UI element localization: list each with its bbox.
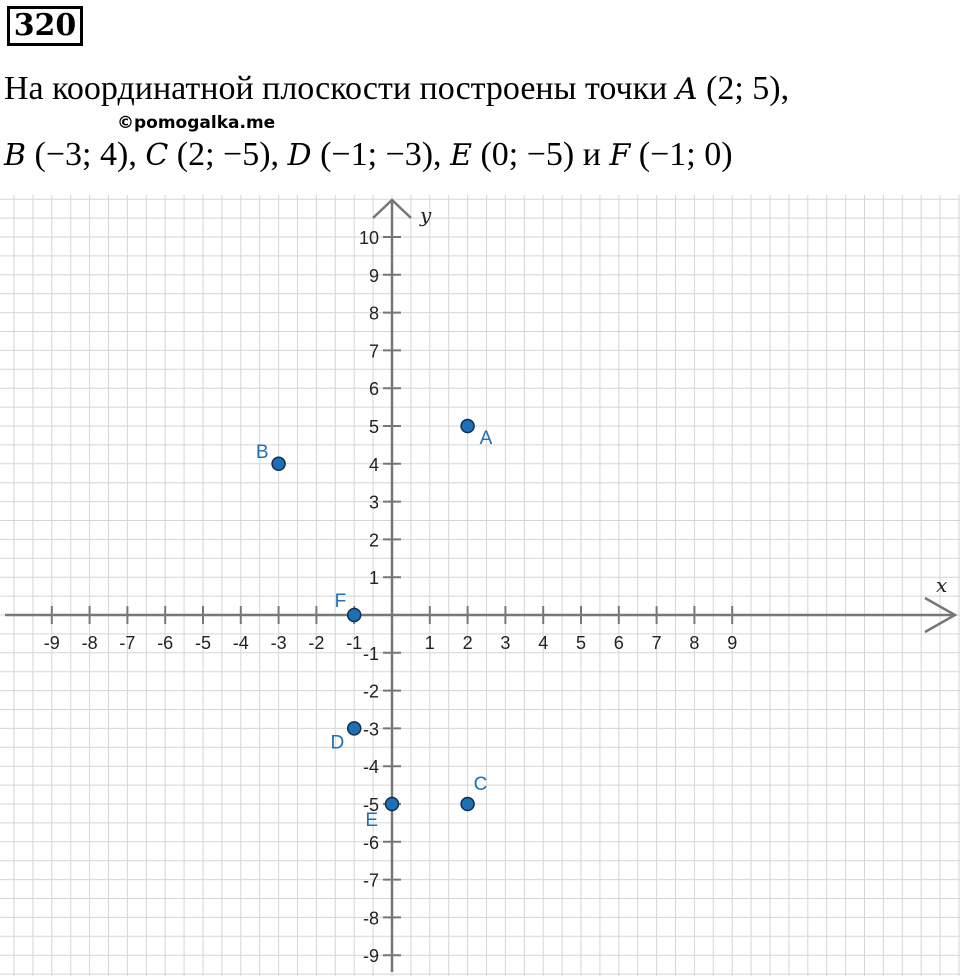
y-tick-label: 10 (358, 228, 379, 248)
y-tick-label: -2 (362, 681, 379, 702)
point-coords-c: (2; −5), (168, 136, 288, 173)
point-label-a: A (479, 428, 493, 449)
x-tick-label: -6 (157, 633, 174, 653)
x-axis-label: x (936, 573, 948, 597)
point-e (386, 798, 399, 811)
x-tick-label: 3 (500, 633, 511, 653)
point-label-c: C (473, 774, 488, 795)
axes (5, 200, 955, 972)
point-name-f: F (609, 138, 631, 173)
y-tick-label: 9 (368, 265, 379, 286)
point-name-b: B (4, 138, 27, 173)
y-tick-label: -6 (362, 832, 379, 853)
x-tick-label: 5 (575, 633, 587, 653)
point-d (348, 722, 361, 735)
y-tick-label: 5 (368, 417, 379, 437)
y-tick-label: 1 (368, 568, 379, 589)
point-label-d: D (330, 732, 345, 754)
x-tick-label: -7 (119, 633, 136, 653)
y-tick-label: 3 (368, 492, 379, 513)
y-tick-label: -4 (362, 757, 379, 778)
x-tick-label: 9 (727, 633, 738, 653)
x-tick-label: 1 (424, 633, 435, 653)
problem-number-box: 320 (7, 6, 83, 46)
x-tick-label: -3 (270, 633, 287, 653)
grid (0, 195, 960, 976)
y-axis-label: y (420, 203, 432, 227)
y-tick-label: 6 (368, 379, 379, 400)
x-tick-label: 6 (613, 633, 624, 653)
y-tick-label: 8 (368, 303, 379, 324)
point-name-a: A (675, 72, 698, 107)
point-a (461, 420, 474, 433)
point-label-e: E (365, 810, 378, 831)
point-label-f: F (334, 591, 347, 612)
y-tick-label: -9 (362, 946, 379, 967)
point-f (348, 609, 361, 622)
y-tick-label: 4 (368, 454, 379, 475)
point-coords-e: (0; −5) и (471, 136, 610, 173)
point-coords-f: (−1; 0) (630, 136, 733, 173)
statement-text: На координатной плоскости построены точки (4, 70, 676, 107)
point-coords-a: (2; 5), (697, 70, 790, 107)
x-tick-label: 7 (651, 633, 662, 653)
x-tick-label: -9 (43, 633, 60, 653)
y-tick-label: -5 (362, 795, 379, 815)
x-tick-label: -1 (346, 633, 363, 653)
y-tick-label: 7 (368, 341, 379, 362)
point-name-d: D (287, 138, 312, 173)
y-tick-label: -1 (362, 643, 379, 664)
x-tick-label: -8 (81, 633, 98, 653)
watermark: ©pomogalka.me (117, 113, 276, 133)
point-c (461, 798, 474, 811)
x-tick-label: 8 (689, 633, 700, 653)
ticks (44, 228, 737, 966)
y-tick-label: -3 (362, 719, 379, 740)
point-label-b: B (255, 441, 269, 463)
y-tick-label: -8 (362, 908, 379, 929)
point-name-c: C (145, 138, 169, 173)
x-tick-label: -4 (232, 633, 249, 653)
x-tick-label: -5 (194, 633, 212, 653)
y-tick-label: -7 (362, 870, 379, 891)
x-tick-label: 4 (538, 633, 549, 653)
point-name-e: E (450, 138, 472, 173)
y-tick-label: 2 (368, 530, 379, 551)
point-b (272, 457, 285, 470)
x-tick-label: -2 (308, 633, 325, 653)
x-tick-label: 2 (462, 633, 473, 653)
point-coords-d: (−1; −3), (311, 136, 451, 173)
point-coords-b: (−3; 4), (26, 136, 146, 173)
